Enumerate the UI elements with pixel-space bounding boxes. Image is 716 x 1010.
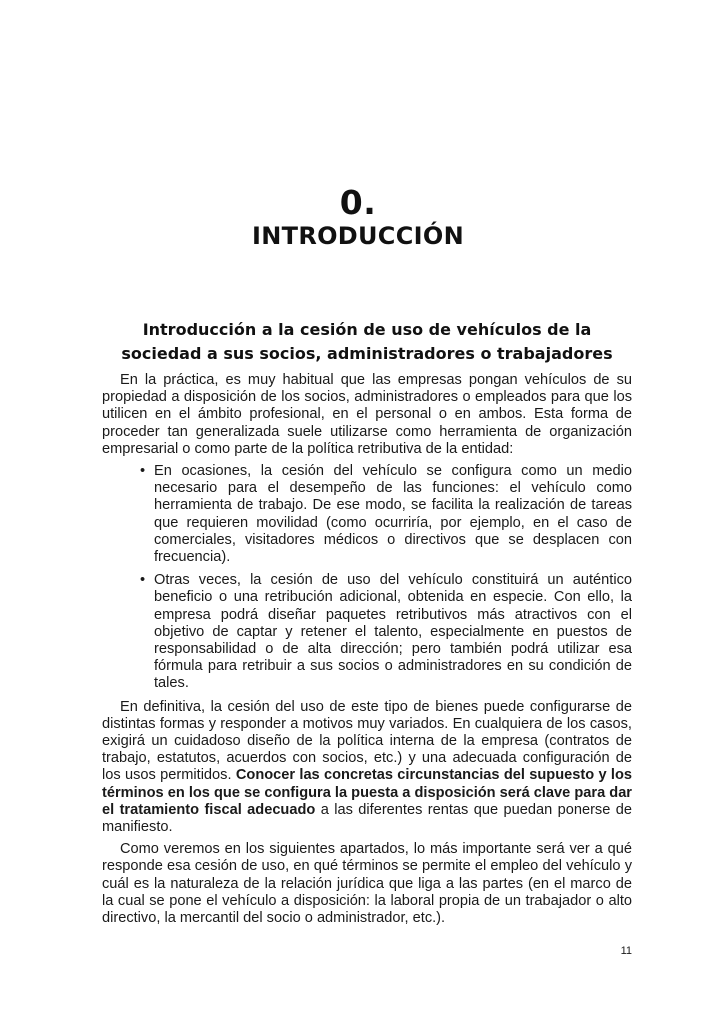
bullet-icon: • xyxy=(140,572,146,589)
list-item-text: Otras veces, la cesión de uso del vehículo constituirá un auténtico beneficio o una retribución adicional, obtenida en especie. Con ello, la empresa podrá diseñar paquetes retributivos más atractivos con el objetivo de captar y retener el talento, especialmente en puestos de responsabilidad o de alta dirección; pero también podrá utilizar esa fórmula para retribuir a sus socios o administradores en su condición de tales. xyxy=(154,572,632,692)
body-text xyxy=(102,372,632,932)
list-item xyxy=(102,463,632,566)
chapter-title: INTRODUCCIÓN xyxy=(252,222,464,250)
list-item-text: En ocasiones, la cesión del vehículo se configura como un medio necesario para el desempeño de las funciones: el vehículo como herramienta de trabajo. De ese modo, se facilita la realización de tareas que requieren movilidad (como ocurriría, por ejemplo, en el caso de comerciales, visitadores médicos o directivos que se desplacen con frecuencia). xyxy=(154,463,632,566)
page-number: 11 xyxy=(620,945,632,957)
section-heading-line-2: sociedad a sus socios, administradores o trabajadores xyxy=(121,344,613,363)
bullet-list xyxy=(102,463,632,693)
bullet-icon: • xyxy=(140,463,146,480)
paragraph-conclusion xyxy=(102,699,632,837)
chapter-number: 0. xyxy=(339,183,377,222)
paragraph-conclusion-emphasis: Conocer las concretas circunstancias del supuesto y los términos en los que se configura la puesta a disposición será clave para dar el tratamiento fiscal adecuado xyxy=(102,767,632,818)
section-heading-line-1: Introducción a la cesión de uso de vehículos de la xyxy=(142,320,592,339)
list-item xyxy=(102,572,632,692)
section-heading xyxy=(100,318,634,366)
paragraph-conclusion-end: a las diferentes rentas que puedan ponerse de manifiesto. xyxy=(102,801,632,836)
paragraph-conclusion-start: En definitiva, la cesión del uso de este tipo de bienes puede configurarse de distintas formas y responder a motivos muy variados. En cualquiera de los casos, exigirá un cuidadoso diseño de la política interna de la empresa (contratos de trabajo, estatutos, acuerdos con socios, etc.) y una adecuada configuración de los usos permitidos. xyxy=(102,698,632,784)
paragraph-intro: En la práctica, es muy habitual que las empresas pongan vehículos de su propiedad a disposición de los socios, administradores o empleados para que los utilicen en el ámbito profesional, en el personal o en ambos. Esta forma de proceder tan generalizada suele utilizarse como herramienta de organización empresarial o como parte de la política retributiva de la entidad: xyxy=(102,372,632,457)
paragraph-outlook: Como veremos en los siguientes apartados, lo más importante será ver a qué responde esa cesión de uso, en qué términos se permite el empleo del vehículo y cuál es la naturaleza de la relación jurídica que liga a las partes (en el marco de la cual se pone el vehículo a disposición: la laboral propia de un trabajador o alto directivo, la mercantil del socio o administrador, etc.). xyxy=(102,841,632,927)
